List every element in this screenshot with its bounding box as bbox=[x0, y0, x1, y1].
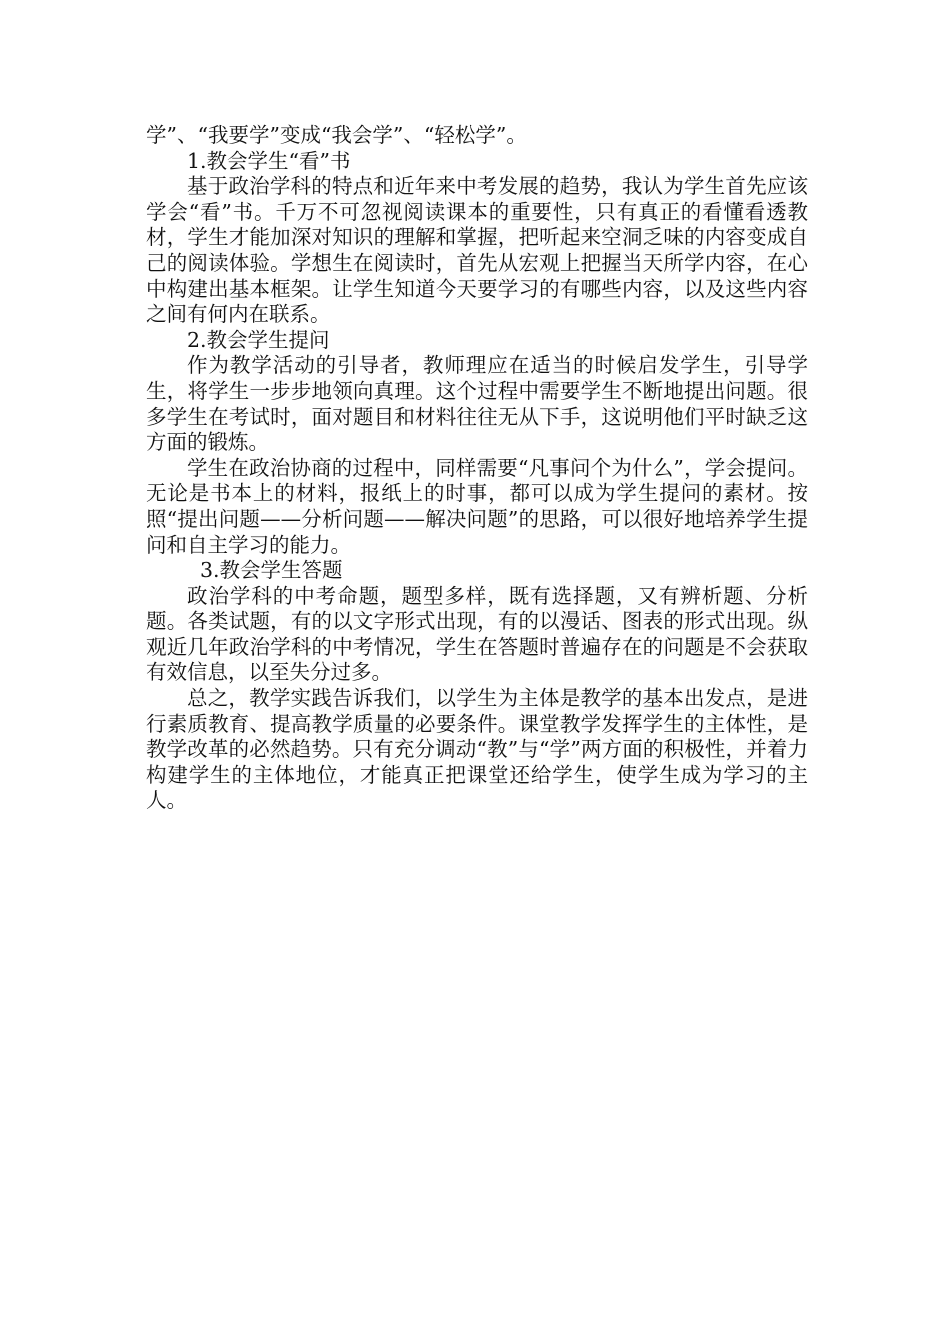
paragraph: 基于政治学科的特点和近年来中考发展的趋势，我认为学生首先应该学会“看”书。千万不可忽视阅读课本的重要性，只有真正的看懂看透教材，学生才能加深对知识的理解和掌握，把听起来空洞乏味的内容变成自己的阅读体验。学想生在阅读时，首先从宏观上把握当天所学内容，在心中构建出基本框架。让学生知道今天要学习的有哪些内容，以及这些内容之间有何内在联系。 bbox=[146, 174, 808, 327]
paragraph: 政治学科的中考命题，题型多样，既有选择题，又有辨析题、分析题。各类试题，有的以文字形式出现，有的以漫话、图表的形式出现。纵观近几年政治学科的中考情况，学生在答题时普遍存在的问题是不会获取有效信息，以至失分过多。 bbox=[146, 583, 808, 685]
paragraph: 学生在政治协商的过程中，同样需要“凡事问个为什么”，学会提问。无论是书本上的材料，报纸上的时事，都可以成为学生提问的素材。按照“提出问题——分析问题——解决问题”的思路，可以很好地培养学生提问和自主学习的能力。 bbox=[146, 455, 808, 557]
section-heading-3: 3.教会学生答题 bbox=[200, 558, 343, 583]
paragraph: 作为教学活动的引导者，教师理应在适当的时候启发学生，引导学生，将学生一步步地领向真理。这个过程中需要学生不断地提出问题。很多学生在考试时，面对题目和材料往往无从下手，这说明他们平时缺乏这方面的锻炼。 bbox=[146, 353, 808, 455]
paragraph-continuation: 学”、“我要学”变成“我会学”、“轻松学”。 bbox=[146, 123, 527, 147]
document-body bbox=[146, 123, 808, 814]
section-heading-2: 2.教会学生提问 bbox=[187, 327, 330, 352]
section-heading-1: 1.教会学生“看”书 bbox=[187, 148, 351, 173]
paragraph-conclusion: 总之，教学实践告诉我们，以学生为主体是教学的基本出发点，是进行素质教育、提高教学质量的必要条件。课堂教学发挥学生的主体性，是教学改革的必然趋势。只有充分调动“教”与“学”两方面的积极性，并着力构建学生的主体地位，才能真正把课堂还给学生，使学生成为学习的主人。 bbox=[146, 686, 808, 813]
